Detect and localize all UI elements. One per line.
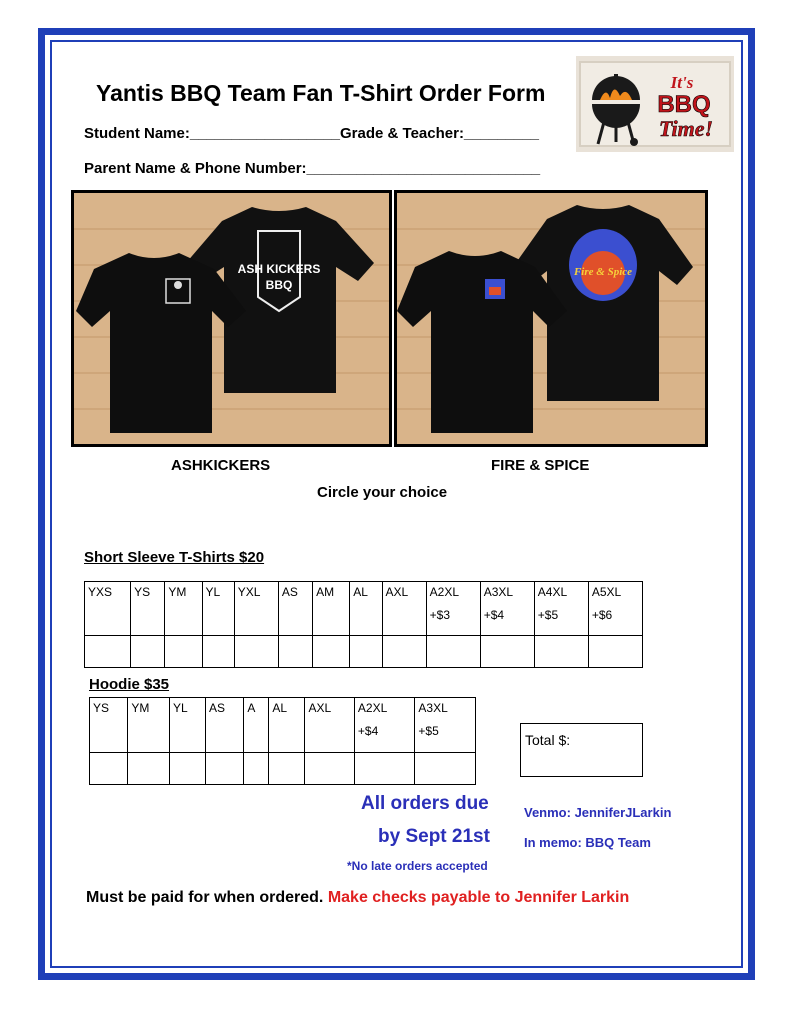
hoodie-quantity-cell[interactable]	[354, 753, 415, 785]
checks-payable-note: Make checks payable to Jennifer Larkin	[327, 889, 630, 906]
size-surcharge: +$5	[537, 608, 559, 622]
hoodie-heading: Hoodie $35	[89, 676, 170, 693]
venmo-memo: In memo: BBQ Team	[524, 835, 651, 850]
short-sleeve-size-cell	[278, 582, 312, 636]
hoodie-quantity-cell[interactable]	[305, 753, 354, 785]
short-sleeve-size-cell	[131, 582, 165, 636]
short-sleeve-size-cell	[165, 582, 202, 636]
short-sleeve-size-cell	[85, 582, 131, 636]
form-title: Yantis BBQ Team Fan T-Shirt Order Form	[96, 80, 546, 106]
caption-ashkickers: ASHKICKERS	[171, 457, 271, 474]
size-surcharge: +$4	[357, 724, 379, 738]
hoodie-size-cell	[244, 698, 269, 753]
size-surcharge: +$5	[418, 724, 439, 738]
logo-line-3: Time!	[658, 116, 714, 141]
size-label: YM	[131, 701, 150, 715]
size-label: A3XL	[418, 701, 448, 715]
deadline-line-2: by Sept 21st	[378, 826, 490, 847]
hoodie-size-cell	[90, 698, 128, 753]
short-sleeve-quantity-cell[interactable]	[382, 636, 426, 668]
size-label: AM	[316, 585, 335, 599]
short-sleeve-quantity-cell[interactable]	[480, 636, 534, 668]
short-sleeve-quantity-cell[interactable]	[426, 636, 480, 668]
size-label: YXL	[237, 585, 261, 599]
short-sleeve-quantity-cell[interactable]	[234, 636, 278, 668]
hoodie-size-cell	[354, 698, 415, 753]
short-sleeve-quantity-cell[interactable]	[202, 636, 234, 668]
size-label: AS	[209, 701, 226, 715]
size-surcharge: +$6	[591, 608, 613, 622]
hoodie-quantity-cell[interactable]	[269, 753, 305, 785]
size-label: A3XL	[483, 585, 514, 599]
size-label: YS	[134, 585, 151, 599]
hoodie-quantity-cell[interactable]	[415, 753, 476, 785]
short-sleeve-size-cell	[588, 582, 642, 636]
parent-name-line: Parent Name & Phone Number:____________________________	[84, 160, 541, 177]
hoodie-quantity-cell[interactable]	[244, 753, 269, 785]
short-sleeve-size-cell	[234, 582, 278, 636]
hoodie-size-cell	[415, 698, 476, 753]
size-label: AL	[353, 585, 368, 599]
caption-fire-and-spice: FIRE & SPICE	[491, 457, 590, 474]
total-box[interactable]	[520, 723, 643, 777]
hoodie-quantity-cell[interactable]	[128, 753, 170, 785]
size-label: AXL	[308, 701, 332, 715]
short-sleeve-quantity-cell[interactable]	[350, 636, 382, 668]
logo-line-1: It's	[670, 73, 694, 92]
circle-choice-instruction: Circle your choice	[317, 484, 448, 501]
size-label: AXL	[385, 585, 409, 599]
hoodie-size-cell	[305, 698, 354, 753]
short-sleeve-quantity-cell[interactable]	[85, 636, 131, 668]
short-sleeve-size-cell	[426, 582, 480, 636]
venmo-account: Venmo: JenniferJLarkin	[524, 805, 672, 820]
size-label: YXS	[88, 585, 113, 599]
late-orders-note: *No late orders accepted	[347, 859, 488, 873]
size-label: A5XL	[591, 585, 622, 599]
short-sleeve-size-table	[84, 581, 643, 668]
payment-note: Must be paid for when ordered.	[86, 889, 324, 906]
short-sleeve-quantity-cell[interactable]	[278, 636, 312, 668]
grill-icon	[592, 74, 640, 146]
deadline-line-1: All orders due	[361, 793, 489, 814]
back-print-sub: BBQ	[265, 278, 293, 292]
size-label: AL	[272, 701, 288, 715]
size-label: A4XL	[537, 585, 568, 599]
size-label: AS	[281, 585, 298, 599]
ashkickers-shirt-photo	[71, 190, 392, 447]
size-surcharge: +$3	[429, 608, 451, 622]
back-print-text: ASH KICKERS	[237, 262, 321, 276]
hoodie-size-cell	[206, 698, 244, 753]
hoodie-quantity-cell[interactable]	[90, 753, 128, 785]
size-label: YL	[172, 701, 188, 715]
size-label: A2XL	[429, 585, 460, 599]
hoodie-size-cell	[169, 698, 205, 753]
short-sleeve-quantity-cell[interactable]	[534, 636, 588, 668]
student-name-line: Student Name:__________________Grade & Teacher:_________	[84, 125, 540, 142]
short-sleeve-quantity-cell[interactable]	[313, 636, 350, 668]
short-sleeve-heading: Short Sleeve T-Shirts $20	[84, 549, 265, 566]
short-sleeve-size-cell	[480, 582, 534, 636]
logo-line-2: BBQ	[657, 91, 711, 118]
total-label: Total $:	[525, 732, 571, 748]
size-surcharge: +$4	[483, 608, 505, 622]
hoodie-quantity-cell[interactable]	[169, 753, 205, 785]
hoodie-size-cell	[269, 698, 305, 753]
short-sleeve-quantity-cell[interactable]	[165, 636, 202, 668]
short-sleeve-size-cell	[534, 582, 588, 636]
size-label: YS	[93, 701, 110, 715]
short-sleeve-quantity-cell[interactable]	[588, 636, 642, 668]
short-sleeve-size-cell	[202, 582, 234, 636]
hoodie-size-table	[89, 697, 476, 785]
hoodie-quantity-cell[interactable]	[206, 753, 244, 785]
short-sleeve-size-cell	[350, 582, 382, 636]
short-sleeve-size-cell	[382, 582, 426, 636]
payment-footer	[86, 889, 629, 907]
short-sleeve-quantity-cell[interactable]	[131, 636, 165, 668]
hoodie-size-cell	[128, 698, 170, 753]
short-sleeve-size-cell	[313, 582, 350, 636]
size-label: A	[247, 701, 256, 715]
bbq-time-logo	[576, 56, 734, 152]
back-print-text: Fire & Spice	[573, 266, 633, 278]
fire-and-spice-shirt-photo	[394, 190, 708, 447]
size-label: YM	[168, 585, 187, 599]
size-label: A2XL	[357, 701, 388, 715]
size-label: YL	[205, 585, 221, 599]
